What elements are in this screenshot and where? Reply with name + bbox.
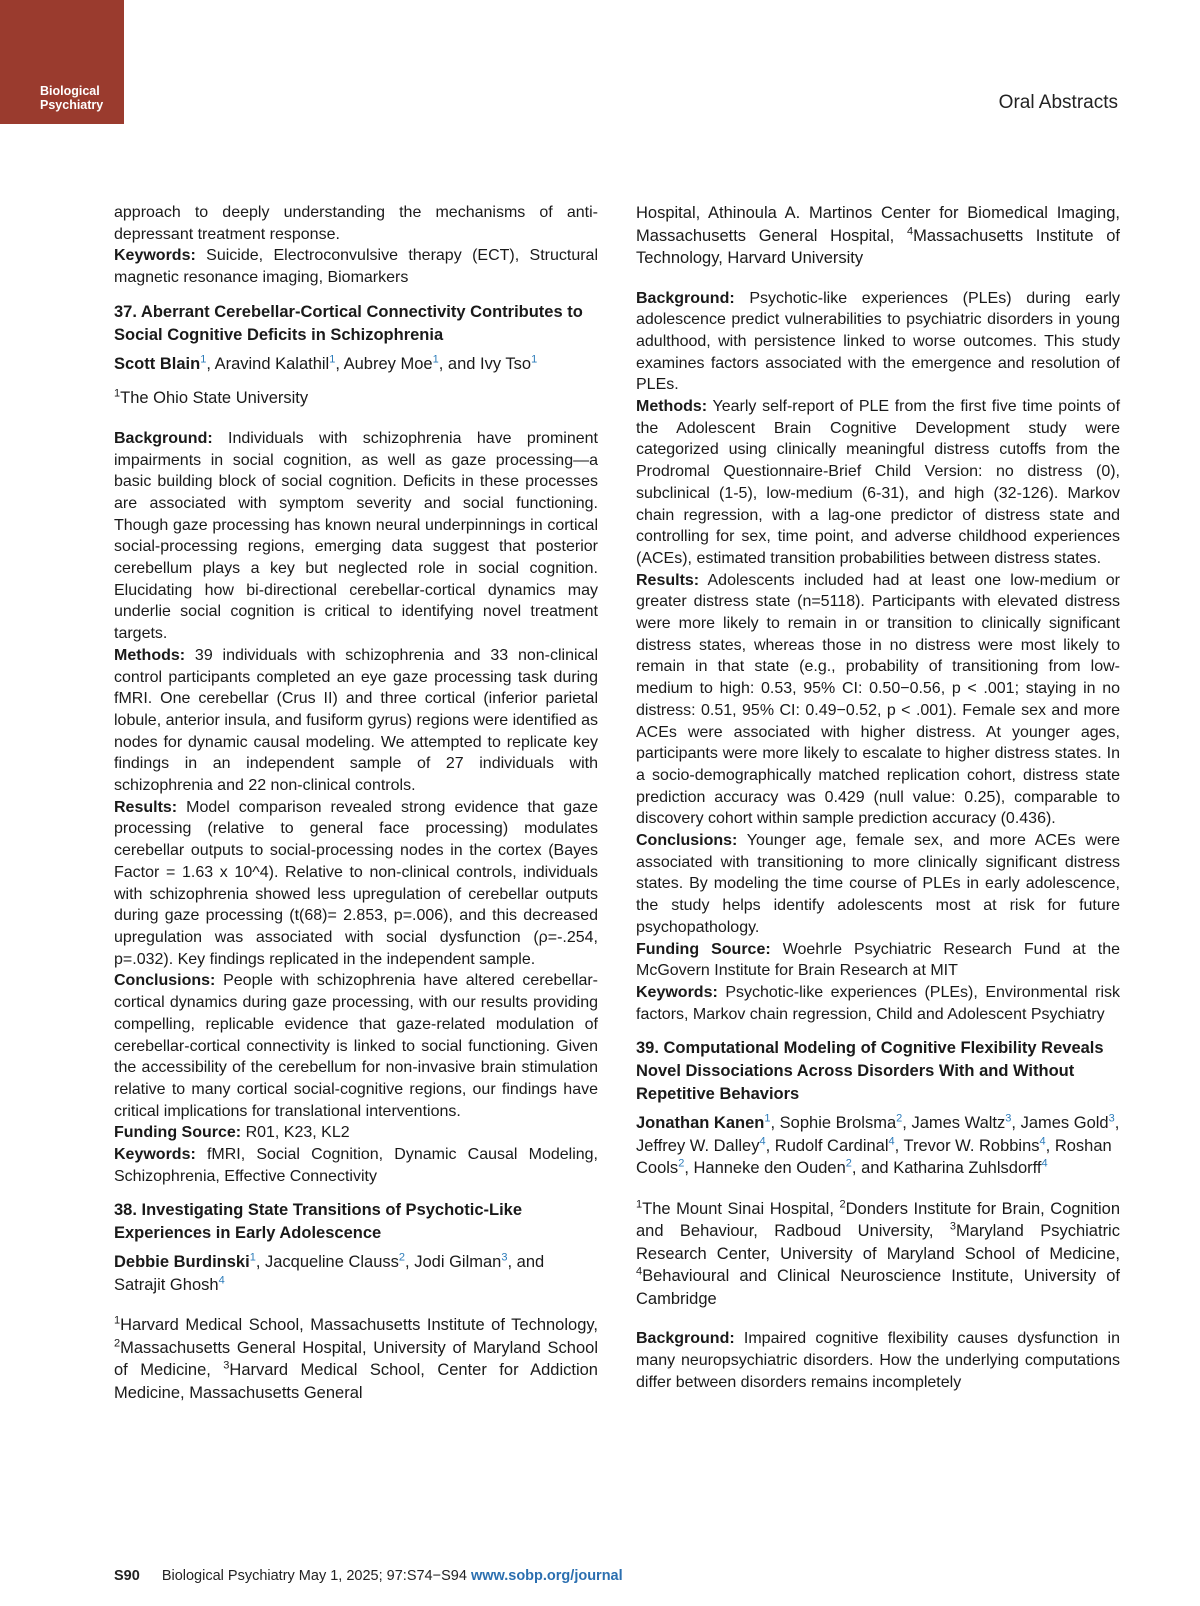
abstract-38-results: [636, 570, 1120, 830]
abstract-37-authors: Scott Blain$^1$, Aravind Kalathil$^1$, Aubrey Moe$^1$, and Ivy Tso$^1$: [114, 353, 538, 373]
affiliation-text: Maryland Psychiatric Research Center, University of Maryland School of Medicine,: [636, 1222, 1120, 1263]
abstract-38-background: [636, 288, 1120, 397]
affiliation-text: The Mount Sinai Hospital,: [642, 1199, 834, 1218]
author: Hanneke den Ouden: [693, 1159, 846, 1178]
journal-url-link[interactable]: www.sobp.org/journal: [470, 1568, 623, 1584]
author: Jacqueline Clauss: [265, 1253, 399, 1272]
keywords-text: fMRI, Social Cognition, Dynamic Causal Modeling, Schizophrenia, Effective Connectivity: [114, 1146, 598, 1185]
results-label: Results:: [636, 571, 700, 589]
author: Aravind Kalathil: [214, 354, 330, 373]
affiliation-text: Massachusetts Institute of Technology, Harvard University: [636, 226, 1120, 267]
author: Sophie Brolsma: [779, 1114, 897, 1133]
abstract-39-background: [636, 1328, 1120, 1393]
abstract-37-results: [114, 797, 598, 971]
background-label: Background:: [114, 429, 213, 447]
author: Rudolf Cardinal: [774, 1136, 889, 1155]
left-column: [114, 202, 598, 1404]
continuation-text: approach to deeply understanding the mechanisms of anti-depressant treatment response.: [114, 204, 598, 243]
page-footer: [114, 1568, 623, 1584]
author: Debbie Burdinski: [114, 1253, 250, 1272]
background-text: Psychotic-like experiences (PLEs) during early adolescence predict vulnerabilities to psychiatric disorders in young adulthood, with persistence linked to worse outcomes. This study examines factors associated with the emergence and resolution of PLEs.: [636, 289, 1120, 394]
funding-text: R01, K23, KL2: [245, 1124, 350, 1142]
conclusions-text: People with schizophrenia have altered cerebellar-cortical dynamics during gaze processing, with our results providing compelling, replicable evidence that gaze-related modulation of cerebellar-cortical connectivity is linked to social functioning. Given the accessibility of the cerebellum for non-invasive brain stimulation relative to many cortical social-cognitive regions, our findings have critical implications for translational interventions.: [114, 972, 598, 1120]
author: Jodi Gilman: [414, 1253, 502, 1272]
background-text: Impaired cognitive flexibility causes dysfunction in many neuropsychiatric disorders. How the underlying computations differ between disorders remains incompletely: [636, 1330, 1120, 1391]
brand-line-2: Psychiatry: [40, 98, 104, 112]
funding-label: Funding Source:: [114, 1124, 242, 1142]
abstract-38-conclusions: [636, 830, 1120, 939]
page-number: S90: [114, 1568, 140, 1584]
results-text: Adolescents included had at least one low-medium or greater distress state (n=5118). Participants with elevated distress were more likely to remain in or transition to clinically significant distress states, whereas those in no distress were most likely to remain in that state (e.g., probability of transitioning from low-medium to high: 0.53, 95% CI: 0.50−0.56, p < .001; staying in no distress: 0.51, 95% CI: 0.49−0.52, p < .001). Female sex and more ACEs were associated with higher distress. At younger ages, participants were more likely to escalate to higher distress states. In a socio-demographically matched replication cohort, distress state prediction accuracy was 0.429 (null value: 0.25), comparable to discovery cohort within sample prediction accuracy (0.436).: [636, 571, 1121, 828]
affiliation-text: Hospital, Athinoula A. Martinos Center for Biomedical Imaging, Massachusetts General Hospital,: [636, 204, 1120, 245]
abstract-37-keywords: [114, 1144, 598, 1187]
abstract-39-authors: Jonathan Kanen$^1$, Sophie Brolsma$^2$, James Waltz$^3$, James Gold$^3$, Jeffrey W. Dalley$^4$, Rudolf Cardinal$^4$, Trevor W. Robbins$^4$, Roshan Cools$^2$, Hanneke den Ouden$^2$, and Katharina Zuhlsdorff$^4$: [636, 1112, 1120, 1178]
keywords-label: Keywords:: [114, 1146, 196, 1164]
keywords-text: Psychotic-like experiences (PLEs), Environmental risk factors, Markov chain regression, Child and Adolescent Psychiatry: [636, 984, 1120, 1023]
abstract-37-funding: [114, 1122, 598, 1144]
affiliation-text: Harvard Medical School, Massachusetts Institute of Technology,: [120, 1316, 598, 1335]
abstract-38-authors: Debbie Burdinski$^1$, Jacqueline Clauss$^2$, Jodi Gilman$^3$, and Satrajit Ghosh$^4$: [114, 1251, 545, 1294]
abstract-38-affiliations: $^1$Harvard Medical School, Massachusetts Institute of Technology, $^2$Massachusetts General Hospital, University of Maryland School of Medicine, $^3$Harvard Medical School, Center for Addiction Medicine, Massachusetts General: [114, 1314, 598, 1402]
right-column: [636, 202, 1120, 1394]
funding-label: Funding Source:: [636, 940, 771, 958]
abstract-37-affiliation: $^1$The Ohio State University: [114, 387, 309, 408]
affiliation-text: Massachusetts General Hospital, University of Maryland School of Medicine,: [114, 1338, 598, 1380]
abstract-38-affiliations-cont: Hospital, Athinoula A. Martinos Center for Biomedical Imaging, Massachusetts General Hospital, $^4$Massachusetts Institute of Technology, Harvard University: [636, 204, 1120, 267]
abstract-39-affiliations: $^1$The Mount Sinai Hospital, $^2$Donders Institute for Brain, Cognition and Behaviour, Radboud University, $^3$Maryland Psychiatric Research Center, University of Maryland School of Medicine, $^4$Behavioural and Clinical Neuroscience Institute, University of Cambridge: [636, 1198, 1120, 1308]
background-label: Background:: [636, 289, 735, 307]
conclusions-text: Younger age, female sex, and more ACEs were associated with transitioning to more clinically significant distress states. By modeling the time course of PLEs in early adolescence, the study helps identify adolescents most at risk for future psychopathology.: [636, 832, 1120, 936]
methods-text: Yearly self-report of PLE from the first five time points of the Adolescent Brain Cognitive Development study were categorized using clinically meaningful distress cutoffs from the Prodromal Questionnaire-Brief Child Version: no distress (0), subclinical (1-5), low-medium (6-31), and high (32-126). Markov chain regression, with a lag-one predictor of distress state and controlling for sex, time point, and adverse childhood experiences (ACEs), estimated transition probabilities between distress states.: [636, 398, 1121, 567]
author: Jeffrey W. Dalley: [636, 1136, 760, 1155]
author: Jonathan Kanen: [636, 1114, 765, 1133]
abstract-37-title: 37. Aberrant Cerebellar-Cortical Connectivity Contributes to Social Cognitive Deficits in Schizophrenia: [114, 302, 583, 344]
methods-label: Methods:: [114, 646, 186, 664]
abstract-39-title: 39. Computational Modeling of Cognitive Flexibility Reveals Novel Dissociations Across Disorders With and Without Repetitive Behaviors: [636, 1039, 1104, 1104]
funding-text: Woehrle Psychiatric Research Fund at the McGovern Institute for Brain Research at MIT: [636, 940, 1120, 980]
results-text: Model comparison revealed strong evidence that gaze processing (relative to general face processing) modulates cerebellar outputs to social-processing nodes in the cortex (Bayes Factor = 1.63 x 10^4). Relative to non-clinical controls, individuals with schizophrenia showed less upregulation of cerebellar outputs during gaze processing (t(68)= 2.853, p=.006), and this decreased upregulation was associated with social dysfunction (ρ=-.254, p=.032). Key findings replicated in the independent sample.: [114, 798, 598, 968]
author: James Gold: [1020, 1114, 1109, 1133]
author: Katharina Zuhlsdorff: [893, 1159, 1042, 1178]
conclusions-label: Conclusions:: [636, 832, 738, 850]
keywords-label: Keywords:: [636, 984, 718, 1001]
affiliation-text: Behavioural and Clinical Neuroscience Institute, University of Cambridge: [636, 1267, 1120, 1308]
section-label: Oral Abstracts: [998, 92, 1118, 113]
abstract-38-funding: [636, 939, 1120, 982]
author: Satrajit Ghosh: [114, 1275, 219, 1294]
background-text: Individuals with schizophrenia have prominent impairments in social cognition, as well as gaze processing—a basic building block of social cognition. Deficits in these processes are associated with symptom severity and social functioning. Though gaze processing has known neural underpinnings in cortical social-processing regions, emerging data suggest that posterior cerebellum plays a key but neglected role in social cognition. Elucidating how bi-directional cerebellar-cortical dynamics may underlie social cognition is critical to identifying novel treatment targets.: [114, 429, 598, 643]
conclusions-label: Conclusions:: [114, 972, 216, 990]
affiliation-text: Harvard Medical School, Center for Addiction Medicine, Massachusetts General: [114, 1361, 598, 1402]
results-label: Results:: [114, 798, 178, 816]
brand-line-1: Biological: [40, 84, 100, 98]
author: James Waltz: [911, 1114, 1006, 1133]
keywords-text: Suicide, Electroconvulsive therapy (ECT), Structural magnetic resonance imaging, Biomarkers: [114, 247, 598, 287]
abstract-38-keywords: [636, 982, 1120, 1025]
methods-text: 39 individuals with schizophrenia and 33 non-clinical control participants completed an eye gaze processing task during fMRI. One cerebellar (Crus II) and three cortical (inferior parietal lobule, anterior insula, and fusiform gyrus) regions were identified as nodes for dynamic causal modeling. We attempted to replicate key findings in an independent sample of 27 individuals with schizophrenia and 22 non-clinical controls.: [114, 646, 598, 795]
abstract-37-methods: [114, 645, 598, 797]
prev-keywords: [114, 245, 598, 288]
abstract-37-conclusions: [114, 970, 598, 1122]
author: Ivy Tso: [480, 354, 532, 373]
journal-brand-block: [0, 0, 124, 124]
abstract-38-methods: [636, 396, 1120, 570]
abstract-37-background: [114, 428, 598, 645]
author: Scott Blain: [114, 354, 201, 373]
methods-label: Methods:: [636, 398, 708, 416]
abstract-38-title: 38. Investigating State Transitions of Psychotic-Like Experiences in Early Adolescence: [114, 1201, 523, 1243]
author: Roshan Cools: [636, 1136, 1112, 1178]
affiliation-text: The Ohio State University: [120, 389, 309, 408]
journal-citation: Biological Psychiatry May 1, 2025; 97:S74−S94: [161, 1568, 467, 1584]
author: Trevor W. Robbins: [903, 1136, 1040, 1155]
background-label: Background:: [636, 1330, 735, 1348]
author: Aubrey Moe: [343, 354, 433, 373]
affiliation-text: Donders Institute for Brain, Cognition and Behaviour, Radboud University,: [636, 1199, 1120, 1241]
keywords-label: Keywords:: [114, 247, 196, 265]
